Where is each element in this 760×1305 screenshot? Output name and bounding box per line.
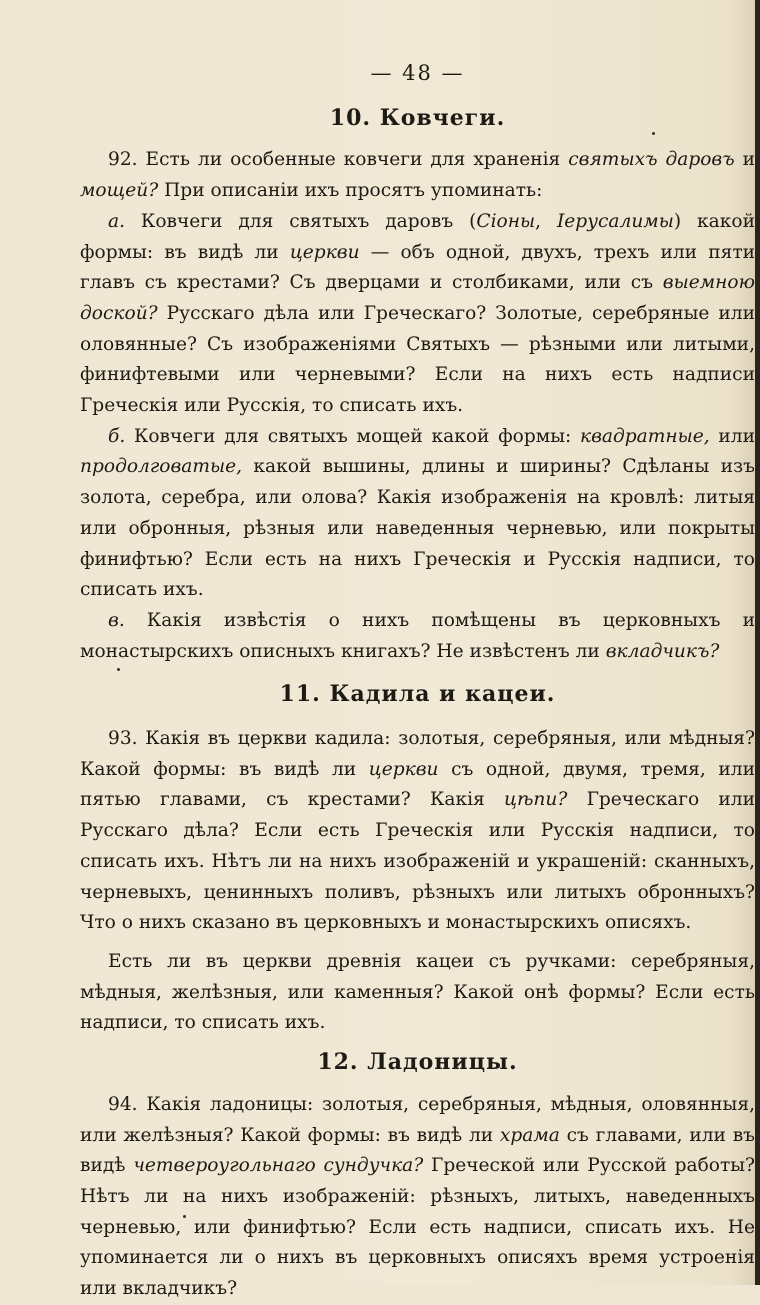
paragraph-92-a: а. Ковчеги для святыхъ даровъ (Сіоны, Іерусалимы) какой формы: въ видѣ ли церкви — объ одной, двухъ, трехъ или пяти главъ съ крестами? Съ дверцами и столбиками, или съ выемною доской? Русскаго дѣла или Греческаго? Золотые, серебряные или оловянные? Съ изображеніями Святыхъ — рѣзными или литыми, финифтевыми или черневыми? Если на нихъ есть надписи Греческія или Русскія, то списать ихъ. [80,210,755,417]
section-10-heading: 10. Ковчеги. [329,104,506,131]
page-number: — 48 — [370,61,465,85]
paragraph-92: 92. Есть ли особенные ковчеги для храненія святыхъ даровъ и мощей? При описаніи ихъ просятъ упоминать: [80,149,756,202]
page-text [80,58,755,1305]
page-spine-shadow [755,0,760,1285]
paragraph-93-kacei: Есть ли въ церкви древнія кацеи съ ручками: серебряныя, мѣдныя, желѣзныя, или каменныя? Какой онѣ формы? Если есть надписи, то списать ихъ. [80,950,755,1034]
paragraph-93: 93. Какія въ церкви кадила: золотыя, серебряныя, или мѣдныя? Какой формы: въ видѣ ли церкви съ одной, двумя, тремя, или пятью главами, съ крестами? Какія цѣпи? Греческаго или Русскаго дѣла? Если есть Греческія или Русскія надписи, то списать ихъ. Нѣтъ ли на нихъ изображеній и украшеній: сканныхъ, черневыхъ, ценинныхъ поливъ, рѣзныхъ или литыхъ обронныхъ? Что о нихъ сказано въ церковныхъ и монастырскихъ описяхъ. [80,728,755,934]
paragraph-92-b: б. Ковчеги для святыхъ мощей какой формы: квадратные, или продолговатые, какой вышины, длины и ширины? Сдѣланы изъ золота, серебра, или олова? Какія изображенія на кровлѣ: литыя или обронныя, рѣзныя или наведенныя черневью, или покрыты финифтью? Если есть на нихъ Греческія и Русскія надписи, то списать ихъ. [80,425,755,601]
section-12-heading: 12. Ладоницы. [317,1049,518,1076]
section-11-heading: 11. Кадила и кацеи. [279,681,556,708]
paragraph-94: 94. Какія ладоницы: золотыя, серебряныя, мѣдныя, оловянныя, или желѣзныя? Какой формы: въ видѣ ли храма съ главами, или въ видѣ четвероугольнаго сундучка? Греческой или Русской работы? Нѣтъ ли на нихъ изображеній: рѣзныхъ, литыхъ, наведенныхъ черневью, или финифтью? Если есть надписи, списать ихъ. Не упоминается ли о нихъ въ церковныхъ описяхъ время устроенія или вкладчикъ? [80,1093,756,1300]
paragraph-92-v: в. Какія извѣстія о нихъ помѣщены въ церковныхъ и монастырскихъ описныхъ книгахъ? Не извѣстенъ ли вкладчикъ? [80,609,755,662]
